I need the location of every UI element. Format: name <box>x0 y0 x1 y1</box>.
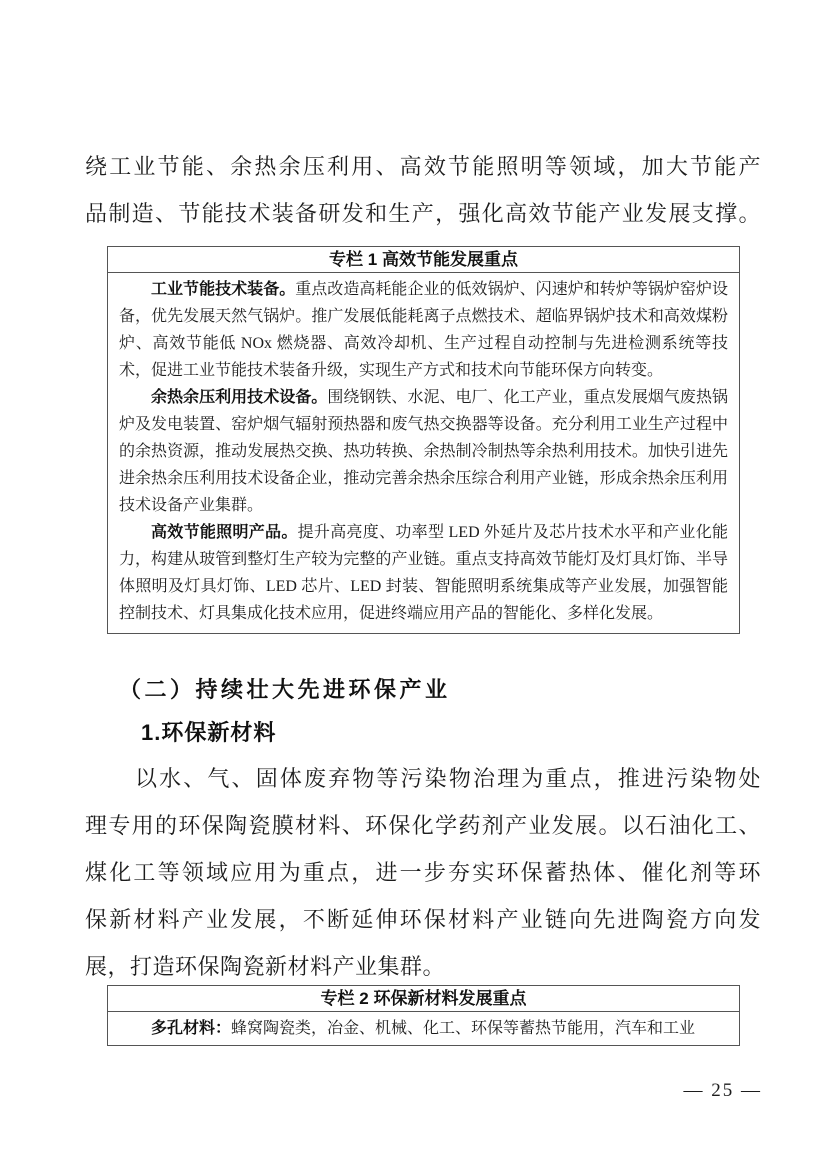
box-1-body <box>108 273 739 633</box>
box-paragraph-lead: 多孔材料： <box>151 1020 232 1037</box>
body-line: 保新材料产业发展，不断延伸环保材料产业链向先进陶瓷方向发 <box>85 907 761 932</box>
section-heading: （二）持续壮大先进环保产业 <box>119 677 451 702</box>
box-2-body <box>108 1012 739 1045</box>
box-2-special-column <box>107 985 740 1046</box>
page-number: — 25 — <box>683 1080 762 1101</box>
box-paragraph <box>119 384 728 519</box>
sub-heading: 1.环保新材料 <box>141 720 277 745</box>
box-paragraph-lead: 余热余压利用技术设备。 <box>151 389 328 406</box>
intro-paragraph <box>85 143 761 237</box>
intro-line: 品制造、节能技术装备研发和生产，强化高效节能产业发展支撑。 <box>85 201 761 226</box>
box-paragraph-text: 围绕钢铁、水泥、电厂、化工产业，重点发展烟气废热锅炉及发电装置、窑炉烟气辐射预热器和废气热交换器等设备。充分利用工业生产过程中的余热资源，推动发展热交换、热功转换、余热制冷制热等余热利用技术。加快引进先进余热余压利用技术设备企业，推动完善余热余压综合利用产业链，形成余热余压利用技术设备产业集群。 <box>119 389 728 514</box>
box-paragraph-text: 重点改造高耗能企业的低效锅炉、闪速炉和转炉等锅炉窑炉设备，优先发展天然气锅炉。推广发展低能耗离子点燃技术、超临界锅炉技术和高效煤粉炉、高效节能低 NOx 燃烧器、高效冷却机、生产过程自动控制与先进检测系统等技术，促进工业节能技术装备升级，实现生产方式和技术向节能环保方向转变。 <box>119 281 728 379</box>
body-line: 理专用的环保陶瓷膜材料、环保化学药剂产业发展。以石油化工、 <box>85 813 761 838</box>
box-paragraph-text: 提升高亮度、功率型 LED 外延片及芯片技术水平和产业化能力，构建从玻管到整灯生产较为完整的产业链。重点支持高效节能灯及灯具灯饰、半导体照明及灯具灯饰、LED 芯片、LED 封装、智能照明系统集成等产业发展，加强智能控制技术、灯具集成化技术应用，促进终端应用产品的智能化、多样化发展。 <box>119 524 728 622</box>
intro-line: 绕工业节能、余热余压利用、高效节能照明等领域，加大节能产 <box>85 154 761 179</box>
box-paragraph-lead: 高效节能照明产品。 <box>151 524 298 541</box>
body-line: 以水、气、固体废弃物等污染物治理为重点，推进污染物处 <box>135 766 761 791</box>
box-paragraph <box>119 276 728 384</box>
body-line: 展，打造环保陶瓷新材料产业集群。 <box>85 954 446 979</box>
box-1-title: 专栏 1 高效节能发展重点 <box>108 247 739 273</box>
box-paragraph <box>119 1015 728 1042</box>
body-line: 煤化工等领域应用为重点，进一步夯实环保蓄热体、催化剂等环 <box>85 860 761 885</box>
box-paragraph-lead: 工业节能技术装备。 <box>151 281 296 298</box>
body-paragraph <box>85 755 761 990</box>
box-2-title: 专栏 2 环保新材料发展重点 <box>108 986 739 1012</box>
box-1-special-column <box>107 246 740 634</box>
box-paragraph <box>119 519 728 627</box>
box-paragraph-text: 蜂窝陶瓷类，冶金、机械、化工、环保等蓄热节能用，汽车和工业 <box>231 1020 696 1037</box>
